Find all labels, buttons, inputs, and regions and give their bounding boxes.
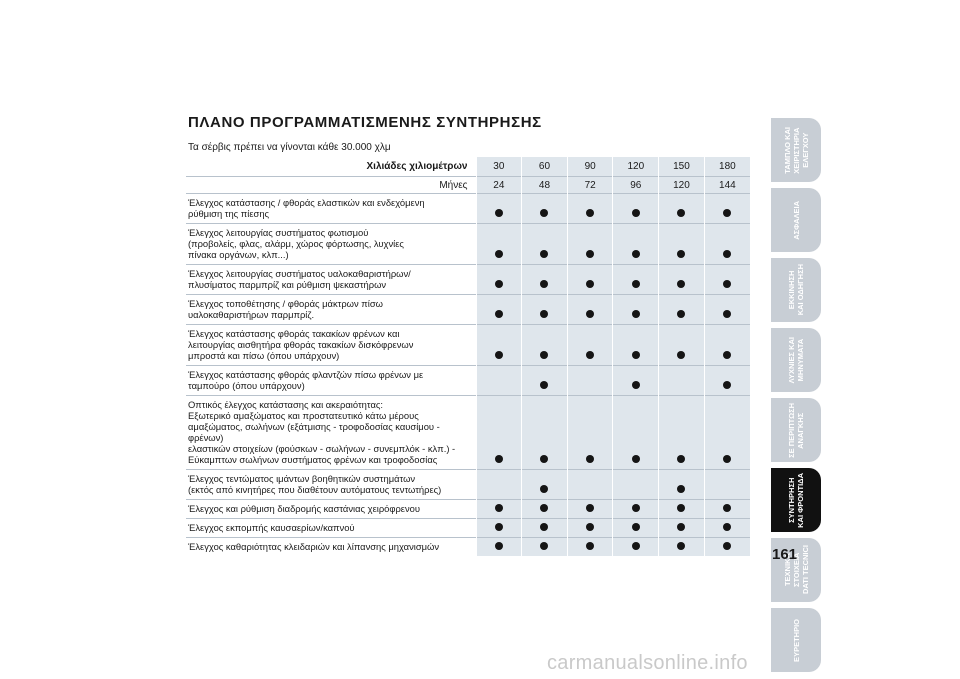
- service-dot-icon: [540, 455, 548, 463]
- table-row: [186, 500, 750, 519]
- interval-cell: [476, 265, 522, 295]
- interval-cell: [567, 396, 613, 470]
- service-dot-icon: [632, 542, 640, 550]
- interval-cell: [704, 265, 750, 295]
- service-dot-icon: [586, 280, 594, 288]
- header-km-label: Χιλιάδες χιλιομέτρων: [366, 161, 468, 172]
- service-dot-icon: [540, 542, 548, 550]
- service-dot-icon: [723, 209, 731, 217]
- table-row: [186, 325, 750, 366]
- service-dot-icon: [586, 250, 594, 258]
- service-dot-icon: [495, 280, 503, 288]
- header-months-cell: 144: [704, 177, 750, 194]
- service-dot-icon: [540, 280, 548, 288]
- interval-cell: [476, 224, 522, 265]
- service-dot-icon: [540, 381, 548, 389]
- service-dot-icon: [586, 209, 594, 217]
- service-dot-icon: [586, 310, 594, 318]
- page-subtitle: Τα σέρβις πρέπει να γίνονται κάθε 30.000 χλμ: [188, 142, 391, 153]
- interval-cell: [704, 295, 750, 325]
- header-months-cell: 120: [659, 177, 705, 194]
- service-dot-icon: [495, 310, 503, 318]
- service-dot-icon: [540, 523, 548, 531]
- service-dot-icon: [677, 209, 685, 217]
- service-dot-icon: [495, 250, 503, 258]
- service-dot-icon: [723, 250, 731, 258]
- service-dot-icon: [632, 504, 640, 512]
- service-dot-icon: [495, 351, 503, 359]
- interval-cell: [613, 396, 659, 470]
- service-dot-icon: [677, 504, 685, 512]
- interval-cell: [476, 295, 522, 325]
- service-dot-icon: [632, 455, 640, 463]
- interval-cell: [704, 396, 750, 470]
- schedule-rows: [186, 194, 750, 557]
- task-description: Έλεγχος τοποθέτησης / φθοράς μάκτρων πίσω υαλοκαθαριστήρων παρμπρίζ.: [186, 295, 476, 325]
- interval-cell: [522, 470, 568, 500]
- service-dot-icon: [723, 523, 731, 531]
- section-tab[interactable]: [771, 188, 821, 252]
- interval-cell: [704, 325, 750, 366]
- section-tab-label: ΕΥΡΕΤΗΡΙΟ: [791, 618, 801, 662]
- interval-cell: [522, 366, 568, 396]
- interval-cell: [522, 295, 568, 325]
- section-tab[interactable]: [771, 468, 821, 532]
- service-dot-icon: [632, 310, 640, 318]
- interval-cell: [567, 265, 613, 295]
- interval-cell: [704, 366, 750, 396]
- maintenance-schedule-table: [186, 157, 750, 556]
- service-dot-icon: [632, 280, 640, 288]
- interval-cell: [659, 470, 705, 500]
- interval-cell: [613, 194, 659, 224]
- service-dot-icon: [632, 209, 640, 217]
- interval-cell: [567, 224, 613, 265]
- task-description: Έλεγχος εκπομπής καυσαερίων/καπνού: [186, 519, 476, 538]
- interval-cell: [567, 470, 613, 500]
- interval-cell: [567, 295, 613, 325]
- table-row: [186, 396, 750, 470]
- task-description: Έλεγχος λειτουργίας συστήματος φωτισμού (προβολείς, φλας, αλάρμ, χώρος φόρτωσης, λυχνίες πίνακα οργάνων, κλπ...): [186, 224, 476, 265]
- interval-cell: [522, 396, 568, 470]
- section-tab[interactable]: [771, 118, 821, 182]
- interval-cell: [476, 470, 522, 500]
- interval-cell: [659, 325, 705, 366]
- service-dot-icon: [723, 381, 731, 389]
- service-dot-icon: [540, 250, 548, 258]
- interval-cell: [613, 470, 659, 500]
- interval-cell: [567, 366, 613, 396]
- task-description: Έλεγχος κατάστασης φθοράς φλαντζών πίσω φρένων με ταμπούρο (όπου υπάρχουν): [186, 366, 476, 396]
- interval-cell: [567, 325, 613, 366]
- service-dot-icon: [677, 310, 685, 318]
- service-dot-icon: [723, 504, 731, 512]
- task-description: Έλεγχος τεντώματος ιμάντων βοηθητικών συστημάτων (εκτός από κινητήρες που διαθέτουν αυτόματους τεντωτήρες): [186, 470, 476, 500]
- header-months-label: Μήνες: [186, 177, 476, 194]
- task-description: Έλεγχος και ρύθμιση διαδρομής καστάνιας χειρόφρενου: [186, 500, 476, 519]
- table-row: [186, 265, 750, 295]
- interval-cell: [704, 500, 750, 519]
- table-row: [186, 538, 750, 557]
- interval-cell: [522, 519, 568, 538]
- service-dot-icon: [540, 351, 548, 359]
- interval-cell: [476, 366, 522, 396]
- interval-cell: [659, 500, 705, 519]
- interval-cell: [522, 224, 568, 265]
- interval-cell: [659, 224, 705, 265]
- interval-cell: [613, 265, 659, 295]
- page-title: ΠΛΑΝΟ ΠΡΟΓΡΑΜΜΑΤΙΣΜΕΝΗΣ ΣΥΝΤΗΡΗΣΗΣ: [188, 114, 542, 131]
- service-dot-icon: [677, 485, 685, 493]
- section-tab-label: ΣΕ ΠΕΡΙΠΤΩΣΗ ΑΝΑΓΚΗΣ: [787, 402, 805, 458]
- interval-cell: [659, 519, 705, 538]
- interval-cell: [476, 325, 522, 366]
- interval-cell: [613, 325, 659, 366]
- header-months-cell: 96: [613, 177, 659, 194]
- interval-cell: [522, 538, 568, 557]
- service-dot-icon: [677, 455, 685, 463]
- service-dot-icon: [723, 310, 731, 318]
- interval-cell: [613, 500, 659, 519]
- service-dot-icon: [495, 523, 503, 531]
- service-dot-icon: [677, 351, 685, 359]
- section-tab[interactable]: [771, 608, 821, 672]
- section-tabs: [771, 118, 821, 678]
- table-row: [186, 519, 750, 538]
- service-dot-icon: [495, 455, 503, 463]
- service-dot-icon: [632, 351, 640, 359]
- section-tab[interactable]: [771, 258, 821, 322]
- section-tab-label: ΑΣΦΑΛΕΙΑ: [791, 200, 801, 240]
- interval-cell: [613, 224, 659, 265]
- interval-cell: [476, 519, 522, 538]
- interval-cell: [567, 194, 613, 224]
- header-months-cell: 24: [476, 177, 522, 194]
- section-tab[interactable]: [771, 328, 821, 392]
- interval-cell: [522, 500, 568, 519]
- task-description: Έλεγχος κατάστασης φθοράς τακακίων φρένων και λειτουργίας αισθητήρα φθοράς τακακίων δισκόφρενων μπροστά και πίσω (όπου υπάρχουν): [186, 325, 476, 366]
- watermark: carmanualsonline.info: [547, 652, 748, 674]
- task-description: Οπτικός έλεγχος κατάστασης και ακεραιότητας: Εξωτερικό αμαξώματος και προστατευτικό κάτω μέρους αμαξώματος, σωλήνων (εξάτμισης - τροφοδοσίας καυσίμου - φρένων) ελαστικών στοιχείων (φούσκων - σωλήνων - συνεμπλόκ - κλπ.) - Εύκαμπτων σωλήνων συστήματος φρένων και τροφοδοσίας: [186, 396, 476, 470]
- interval-cell: [704, 519, 750, 538]
- interval-cell: [659, 538, 705, 557]
- service-dot-icon: [540, 310, 548, 318]
- header-row-months: [186, 177, 750, 194]
- service-dot-icon: [495, 209, 503, 217]
- interval-cell: [659, 194, 705, 224]
- interval-cell: [704, 224, 750, 265]
- header-km-cell: 150: [659, 157, 705, 177]
- section-tab-label: ΕΚΚΙΝΗΣΗ ΚΑΙ ΟΔΗΓΗΣΗ: [787, 264, 805, 316]
- service-dot-icon: [586, 351, 594, 359]
- service-dot-icon: [586, 455, 594, 463]
- interval-cell: [476, 538, 522, 557]
- interval-cell: [567, 500, 613, 519]
- service-dot-icon: [540, 209, 548, 217]
- header-months-cell: 72: [567, 177, 613, 194]
- section-tab[interactable]: [771, 398, 821, 462]
- interval-cell: [613, 519, 659, 538]
- service-dot-icon: [632, 523, 640, 531]
- section-tab-label: ΣΥΝΤΗΡΗΣΗ ΚΑΙ ΦΡΟΝΤΙΔΑ: [787, 472, 805, 528]
- interval-cell: [659, 295, 705, 325]
- header-km-cell: 120: [613, 157, 659, 177]
- service-dot-icon: [540, 485, 548, 493]
- task-description: Έλεγχος καθαριότητας κλειδαριών και λίπανσης μηχανισμών: [186, 538, 476, 557]
- interval-cell: [659, 396, 705, 470]
- interval-cell: [704, 194, 750, 224]
- interval-cell: [613, 538, 659, 557]
- service-dot-icon: [723, 280, 731, 288]
- header-km-cell: 60: [522, 157, 568, 177]
- interval-cell: [704, 538, 750, 557]
- service-dot-icon: [723, 455, 731, 463]
- header-months-cell: 48: [522, 177, 568, 194]
- service-dot-icon: [586, 523, 594, 531]
- service-dot-icon: [677, 542, 685, 550]
- table-row: [186, 295, 750, 325]
- interval-cell: [522, 194, 568, 224]
- interval-cell: [567, 519, 613, 538]
- service-dot-icon: [677, 523, 685, 531]
- service-dot-icon: [677, 250, 685, 258]
- interval-cell: [613, 295, 659, 325]
- interval-cell: [522, 265, 568, 295]
- service-dot-icon: [540, 504, 548, 512]
- table-row: [186, 366, 750, 396]
- table-row: [186, 194, 750, 224]
- interval-cell: [613, 366, 659, 396]
- interval-cell: [704, 470, 750, 500]
- service-dot-icon: [632, 381, 640, 389]
- interval-cell: [476, 500, 522, 519]
- task-description: Έλεγχος κατάστασης / φθοράς ελαστικών και ενδεχόμενη ρύθμιση της πίεσης: [186, 194, 476, 224]
- interval-cell: [659, 265, 705, 295]
- service-dot-icon: [586, 542, 594, 550]
- section-tab-label: ΤΑΜΠΛΟ ΚΑΙ ΧΕΙΡΙΣΤΗΡΙΑ ΕΛΕΓΧΟΥ: [782, 126, 810, 174]
- header-km-cell: 90: [567, 157, 613, 177]
- service-dot-icon: [723, 542, 731, 550]
- page-number: 161: [772, 546, 798, 563]
- service-dot-icon: [677, 280, 685, 288]
- table-row: [186, 224, 750, 265]
- service-dot-icon: [723, 351, 731, 359]
- task-description: Έλεγχος λειτουργίας συστήματος υαλοκαθαριστήρων/ πλυσίματος παρμπρίζ και ρύθμιση ψεκαστήρων: [186, 265, 476, 295]
- table-row: [186, 470, 750, 500]
- service-dot-icon: [632, 250, 640, 258]
- interval-cell: [476, 194, 522, 224]
- section-tab-label: ΛΥΧΝΙΕΣ ΚΑΙ ΜΗΝΥΜΑΤΑ: [787, 336, 805, 384]
- service-dot-icon: [495, 542, 503, 550]
- interval-cell: [522, 325, 568, 366]
- section-tab-label: ΤΕΧΝΙΚΑ ΣΤΟΙΧΕΙΑ DATI TECNICI: [782, 545, 810, 595]
- header-row-km: [186, 157, 750, 177]
- service-dot-icon: [495, 504, 503, 512]
- service-dot-icon: [586, 504, 594, 512]
- interval-cell: [659, 366, 705, 396]
- interval-cell: [476, 396, 522, 470]
- interval-cell: [567, 538, 613, 557]
- header-km-cell: 180: [704, 157, 750, 177]
- header-km-cell: 30: [476, 157, 522, 177]
